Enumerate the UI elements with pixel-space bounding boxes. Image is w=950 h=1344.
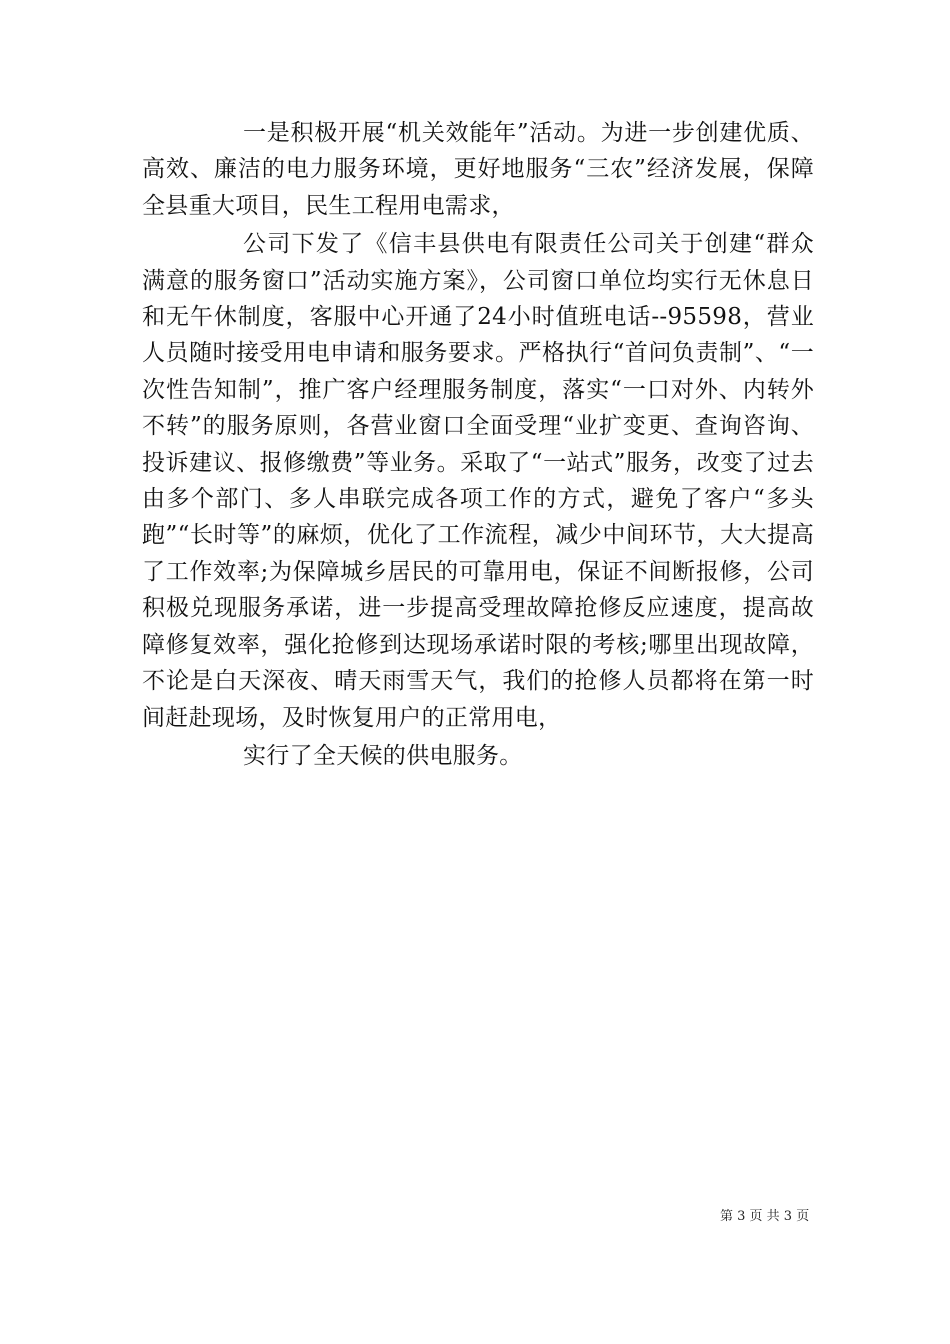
paragraph-1: 一是积极开展“机关效能年”活动。为进一步创建优质、高效、廉洁的电力服务环境，更好地服务“三农”经济发展，保障全县重大项目，民生工程用电需求， — [142, 120, 814, 219]
paragraph-3: 实行了全天候的供电服务。 — [243, 742, 523, 769]
document-body — [142, 115, 814, 774]
page-number-footer: 第 3 页 共 3 页 — [720, 1209, 810, 1224]
paragraph-2: 公司下发了《信丰县供电有限责任公司关于创建“群众满意的服务窗口”活动实施方案》，公司窗口单位均实行无休息日和无午休制度，客服中心开通了24小时值班电话--95598，营业人员随时接受用电申请和服务要求。严格执行“首问负责制”、“一次性告知制”，推广客户经理服务制度，落实“一口对外、内转外不转”的服务原则，各营业窗口全面受理“业扩变更、查询咨询、投诉建议、报修缴费”等业务。采取了“一站式”服务，改变了过去由多个部门、多人串联完成各项工作的方式，避免了客户“多头跑”“长时等”的麻烦，优化了工作流程，减少中间环节，大大提高了工作效率;为保障城乡居民的可靠用电，保证不间断报修，公司积极兑现服务承诺，进一步提高受理故障抢修反应速度，提高故障修复效率，强化抢修到达现场承诺时限的考核;哪里出现故障，不论是白天深夜、晴天雨雪天气，我们的抢修人员都将在第一时间赶赴现场，及时恢复用户的正常用电， — [142, 231, 814, 731]
